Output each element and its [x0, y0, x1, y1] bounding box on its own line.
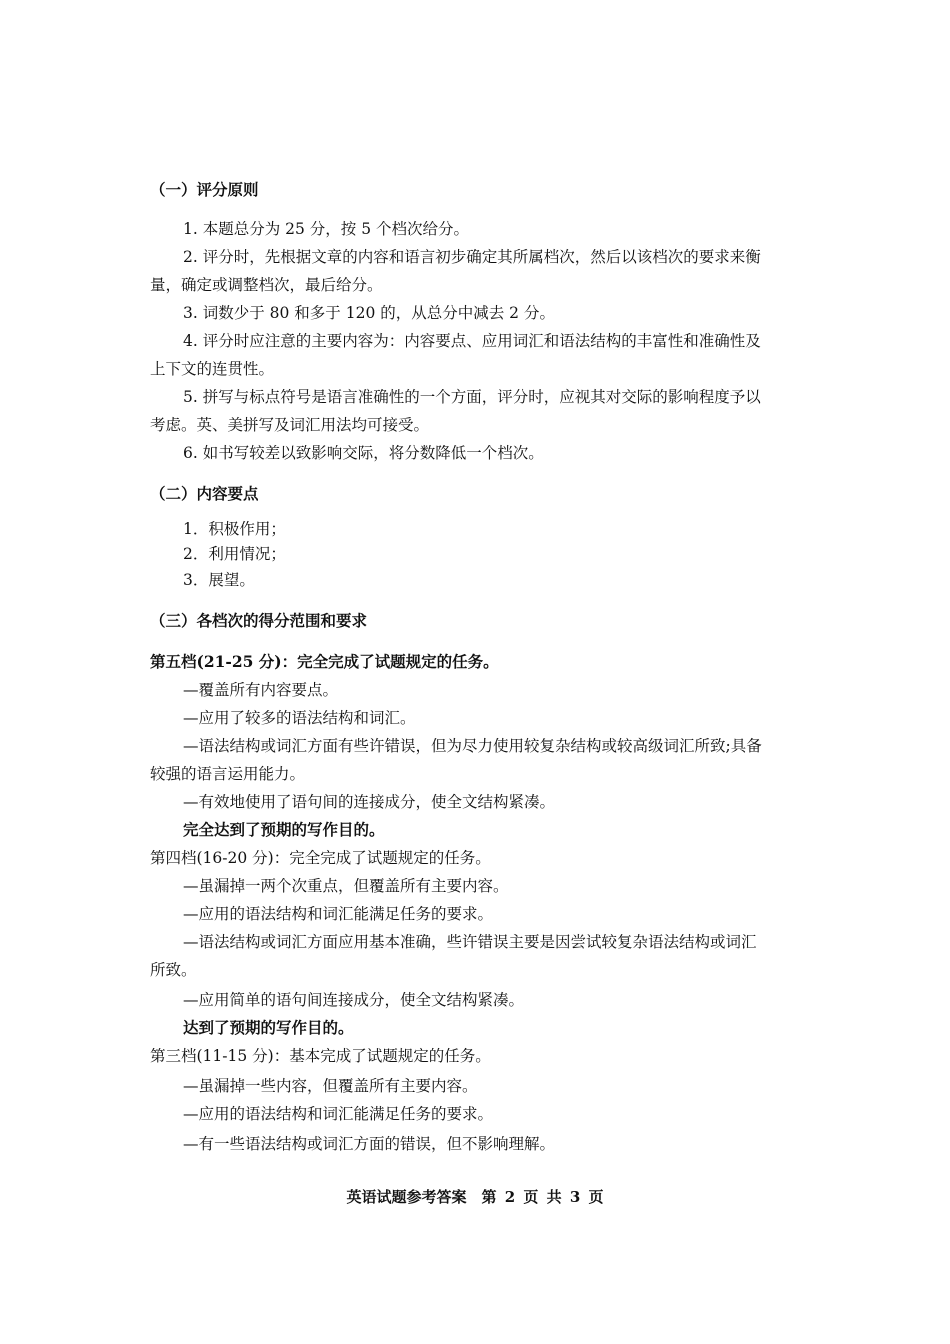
grade-criterion: —有一些语法结构或词汇方面的错误，但不影响理解。 [183, 1135, 556, 1153]
grade-summary-4: 达到了预期的写作目的。 [183, 1018, 354, 1037]
principle-item-continued: 量，确定或调整档次，最后给分。 [150, 276, 383, 294]
principle-item: 6. 如书写较差以致影响交际，将分数降低一个档次。 [183, 444, 544, 462]
section-heading-content-points: （二）内容要点 [150, 485, 259, 503]
principle-item: 1. 本题总分为 25 分，按 5 个档次给分。 [183, 220, 470, 238]
grade-criterion: —有效地使用了语句间的连接成分，使全文结构紧凑。 [183, 793, 556, 811]
grade-criterion: —应用简单的语句间连接成分，使全文结构紧凑。 [183, 991, 525, 1009]
section-heading-scoring-principles: （一）评分原则 [150, 181, 259, 199]
content-point: 2．利用情况； [183, 545, 286, 563]
section-heading-grade-levels: （三）各档次的得分范围和要求 [150, 612, 368, 630]
page-footer: 英语试题参考答案 第 2 页 共 3 页 [346, 1188, 604, 1206]
grade-criterion-continued: 较强的语言运用能力。 [150, 765, 306, 783]
grade-title-3: 第三档(11-15 分)：基本完成了试题规定的任务。 [150, 1047, 491, 1065]
principle-item: 4. 评分时应注意的主要内容为：内容要点、应用词汇和语法结构的丰富性和准确性及 [183, 332, 761, 350]
principle-item: 2. 评分时，先根据文章的内容和语言初步确定其所属档次，然后以该档次的要求来衡 [183, 248, 761, 266]
principle-item: 5. 拼写与标点符号是语言准确性的一个方面，评分时，应视其对交际的影响程度予以 [183, 388, 761, 406]
grade-criterion: —虽漏掉一些内容，但覆盖所有主要内容。 [183, 1077, 478, 1095]
grade-criterion-continued: 所致。 [150, 961, 197, 979]
grade-criterion: —虽漏掉一两个次重点，但覆盖所有主要内容。 [183, 877, 509, 895]
grade-criterion: —应用了较多的语法结构和词汇。 [183, 709, 416, 727]
principle-item-continued: 考虑。英、美拼写及词汇用法均可接受。 [150, 416, 430, 434]
grade-criterion: —应用的语法结构和词汇能满足任务的要求。 [183, 905, 494, 923]
grade-criterion: —覆盖所有内容要点。 [183, 681, 339, 699]
grade-title-5: 第五档(21-25 分)：完全完成了试题规定的任务。 [150, 652, 499, 671]
principle-item-continued: 上下文的连贯性。 [150, 360, 275, 378]
grade-criterion: —应用的语法结构和词汇能满足任务的要求。 [183, 1105, 494, 1123]
principle-item: 3. 词数少于 80 和多于 120 的，从总分中减去 2 分。 [183, 304, 555, 322]
grade-summary-5: 完全达到了预期的写作目的。 [183, 820, 385, 839]
content-point: 3．展望。 [183, 571, 255, 589]
grade-title-4: 第四档(16-20 分)：完全完成了试题规定的任务。 [150, 849, 491, 867]
content-point: 1．积极作用； [183, 520, 286, 538]
grade-criterion: —语法结构或词汇方面有些许错误，但为尽力使用较复杂结构或较高级词汇所致;具备 [183, 737, 762, 755]
grade-criterion: —语法结构或词汇方面应用基本准确，些许错误主要是因尝试较复杂语法结构或词汇 [183, 933, 757, 951]
